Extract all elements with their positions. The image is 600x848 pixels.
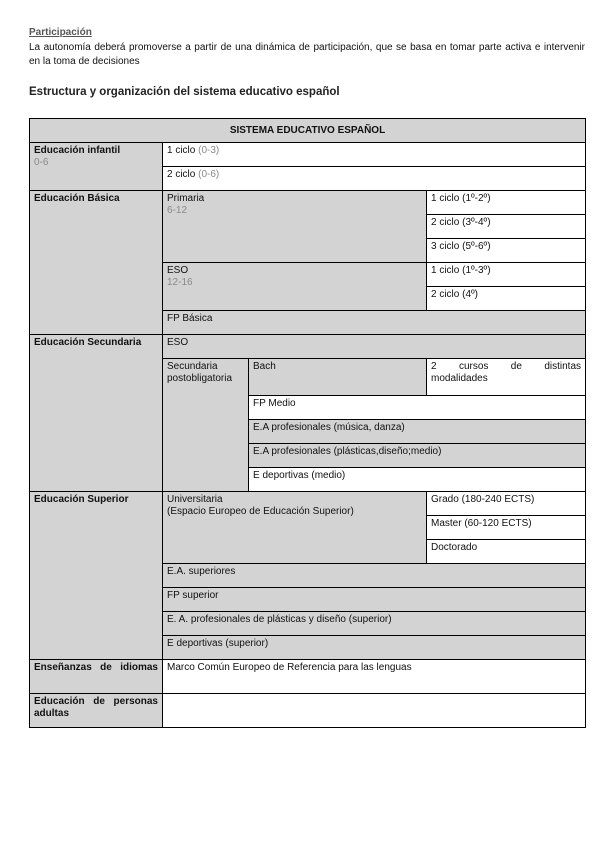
ea-profesionales-superior: E. A. profesionales de plásticas y diseño (superior): [163, 612, 586, 636]
infantil-c2-ages: (0-6): [198, 169, 220, 180]
e-deportivas-medio: E deportivas (medio): [249, 468, 586, 492]
adultos-value: [163, 694, 586, 728]
ea-profesionales-plasticas: E.A profesionales (plásticas,diseño;medio): [249, 444, 586, 468]
row-label-infantil: [30, 143, 163, 191]
education-system-table: [29, 118, 586, 728]
table-header: SISTEMA EDUCATIVO ESPAÑOL: [30, 119, 586, 143]
section-title: Estructura y organización del sistema educativo español: [29, 86, 340, 98]
universitaria-sub: (Espacio Europeo de Educación Superior): [167, 506, 354, 517]
participacion-heading: Participación: [29, 27, 92, 38]
postobligatoria-cell: Secundaria postobligatoria: [163, 359, 249, 492]
primaria-cell: [163, 191, 427, 263]
infantil-ciclo-2: [163, 167, 586, 191]
bach-cell: Bach: [249, 359, 427, 396]
row-label-idiomas: Enseñanzas de idiomas: [30, 660, 163, 694]
grado: Grado (180-240 ECTS): [427, 492, 586, 516]
row-label-superior: Educación Superior: [30, 492, 163, 660]
ea-profesionales-musica: E.A profesionales (música, danza): [249, 420, 586, 444]
primaria-ciclo-1: 1 ciclo (1º-2º): [427, 191, 586, 215]
eso-ciclo-1: 1 ciclo (1º-3º): [427, 263, 586, 287]
e-deportivas-superior: E deportivas (superior): [163, 636, 586, 660]
ea-superiores: E.A. superiores: [163, 564, 586, 588]
eso-basica-label: ESO: [167, 265, 189, 276]
infantil-c1-ages: (0-3): [198, 145, 220, 156]
bach-description: 2 cursos de distintas modalidades: [427, 359, 586, 396]
row-label-secundaria: Educación Secundaria: [30, 335, 163, 492]
master: Master (60-120 ECTS): [427, 516, 586, 540]
row-label-basica: Educación Básica: [30, 191, 163, 335]
fp-basica: FP Básica: [163, 311, 586, 335]
eso-basica-ages: 12-16: [167, 277, 193, 288]
doctorado: Doctorado: [427, 540, 586, 564]
universitaria-label: Universitaria: [167, 494, 223, 505]
eso-basica-cell: [163, 263, 427, 311]
infantil-label: Educación infantil: [34, 145, 121, 156]
primaria-ages: 6-12: [167, 205, 188, 216]
row-label-adultos: Educación de personas adultas: [30, 694, 163, 728]
fp-superior: FP superior: [163, 588, 586, 612]
eso-secundaria: ESO: [163, 335, 586, 359]
primaria-label: Primaria: [167, 193, 205, 204]
universitaria-cell: [163, 492, 427, 564]
idiomas-value: Marco Común Europeo de Referencia para las lenguas: [163, 660, 586, 694]
participacion-paragraph: La autonomía deberá promoverse a partir de una dinámica de participación, que se basa en tomar parte activa e intervenir en la toma de decisiones: [29, 42, 585, 67]
eso-ciclo-2: 2 ciclo (4º): [427, 287, 586, 311]
infantil-ages: 0-6: [34, 157, 49, 168]
infantil-c1-label: 1 ciclo: [167, 145, 199, 156]
fp-medio: FP Medio: [249, 396, 586, 420]
primaria-ciclo-2: 2 ciclo (3º-4º): [427, 215, 586, 239]
infantil-c2-label: 2 ciclo: [167, 169, 199, 180]
infantil-ciclo-1: [163, 143, 586, 167]
primaria-ciclo-3: 3 ciclo (5º-6º): [427, 239, 586, 263]
